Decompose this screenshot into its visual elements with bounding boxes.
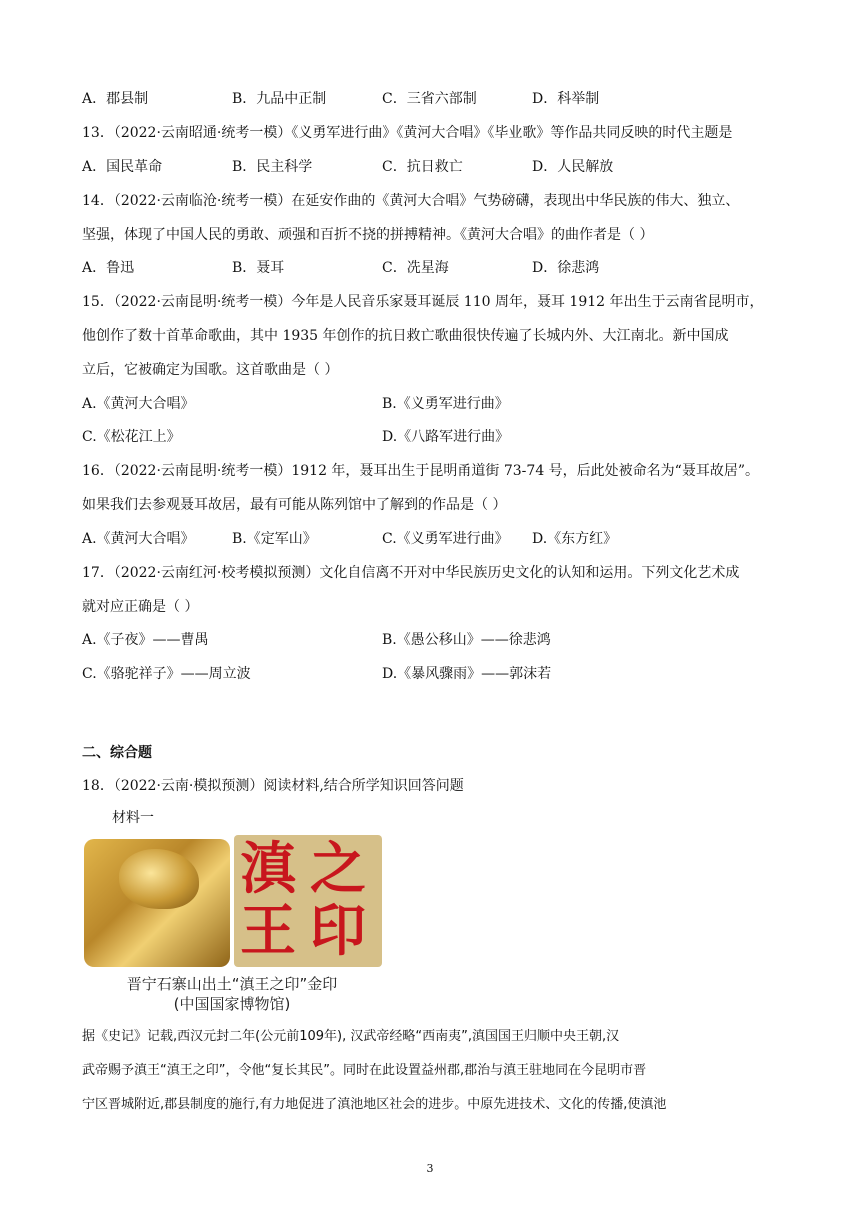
page-number: 3 (426, 1162, 434, 1175)
q15-stem-line2: 他创作了数十首革命歌曲，其中 1935 年创作的抗日救亡歌曲很快传遍了长城内外、大江南北。新中国成 (82, 328, 729, 344)
seal-imprint-photo (234, 835, 382, 967)
q16-option-d[interactable]: D.《东方红》 (532, 531, 618, 547)
seal-knob (119, 849, 199, 909)
material-paragraph-line1: 据《史记》记载,西汉元封二年(公元前109年), 汉武帝经略“西南夷”,滇国国王归顺中央王朝,汉 (82, 1029, 620, 1044)
material-paragraph-line2: 武帝赐予滇王“滇王之印”，令他“复长其民”。同时在此设置益州郡,郡治与滇王驻地同在今昆明市晋 (82, 1063, 647, 1078)
q16-option-a[interactable]: A.《黄河大合唱》 (82, 531, 195, 547)
q13-option-a[interactable]: A．国民革命 (82, 159, 163, 175)
q14-option-a[interactable]: A．鲁迅 (82, 260, 135, 276)
seal-char: 印 (310, 898, 366, 964)
material-label: 材料一 (112, 810, 154, 826)
q14-stem-line2: 坚强，体现了中国人民的勇敢、顽强和百折不挠的拼搏精神。《黄河大合唱》的曲作者是（ ） (82, 227, 654, 243)
q17-option-c[interactable]: C.《骆驼祥子》——周立波 (82, 666, 251, 682)
q15-option-c[interactable]: C.《松花江上》 (82, 429, 181, 445)
q14-option-d[interactable]: D．徐悲鸿 (532, 260, 600, 276)
q12-option-b[interactable]: B．九品中正制 (232, 91, 327, 107)
q15-stem-line3: 立后，它被确定为国歌。这首歌曲是（ ） (82, 362, 339, 378)
q17-stem-line2: 就对应正确是（ ） (82, 599, 199, 615)
q17-stem-line1: 17．（2022·云南红河·校考模拟预测）文化自信离不开对中华民族历史文化的认知和运用。下列文化艺术成 (82, 565, 740, 581)
q17-option-b[interactable]: B.《愚公移山》——徐悲鸿 (382, 632, 551, 648)
seal-char: 滇 (240, 836, 296, 902)
q17-option-a[interactable]: A.《子夜》——曹禺 (82, 632, 209, 648)
figure-caption-line2: (中国国家博物馆) (173, 995, 291, 1013)
q12-option-c[interactable]: C．三省六部制 (382, 91, 477, 107)
seal-char: 王 (240, 898, 296, 964)
q17-option-d[interactable]: D.《暴风骤雨》——郭沫若 (382, 666, 552, 682)
q16-stem-line2: 如果我们去参观聂耳故居，最有可能从陈列馆中了解到的作品是（ ） (82, 497, 507, 513)
q13-stem: 13．（2022·云南昭通·统考一模）《义勇军进行曲》《黄河大合唱》《毕业歌》等作品共同反映的时代主题是 (82, 125, 733, 141)
q13-option-b[interactable]: B．民主科学 (232, 159, 313, 175)
q18-stem: 18．（2022·云南·模拟预测）阅读材料,结合所学知识回答问题 (82, 778, 464, 794)
q15-stem-line1: 15．（2022·云南昆明·统考一模）今年是人民音乐家聂耳诞辰 110 周年，聂耳 1912 年出生于云南省昆明市， (82, 294, 764, 310)
q15-option-a[interactable]: A.《黄河大合唱》 (82, 396, 195, 412)
gold-seal-photo (84, 839, 230, 967)
section-title: 二、综合题 (82, 745, 152, 761)
q14-option-b[interactable]: B．聂耳 (232, 260, 285, 276)
q16-option-b[interactable]: B.《定军山》 (232, 531, 317, 547)
q15-option-b[interactable]: B.《义勇军进行曲》 (382, 396, 509, 412)
q12-option-d[interactable]: D．科举制 (532, 91, 600, 107)
q13-option-d[interactable]: D．人民解放 (532, 159, 614, 175)
q14-stem-line1: 14．（2022·云南临沧·统考一模）在延安作曲的《黄河大合唱》气势磅礴，表现出中华民族的伟大、独立、 (82, 193, 740, 209)
q16-option-c[interactable]: C.《义勇军进行曲》 (382, 531, 509, 547)
q15-option-d[interactable]: D.《八路军进行曲》 (382, 429, 510, 445)
seal-char: 之 (310, 836, 366, 902)
q12-option-a[interactable]: A．郡县制 (82, 91, 149, 107)
material-paragraph-line3: 宁区晋城附近,郡县制度的施行,有力地促进了滇池地区社会的进步。中原先进技术、文化的传播,使滇池 (82, 1097, 667, 1112)
q16-stem-line1: 16．（2022·云南昆明·统考一模）1912 年，聂耳出生于昆明甬道街 73-74 号，后此处被命名为“聂耳故居”。 (82, 463, 759, 479)
q13-option-c[interactable]: C．抗日救亡 (382, 159, 463, 175)
seal-figure (82, 835, 382, 1015)
figure-caption-line1: 晋宁石寨山出土“滇王之印”金印 (126, 975, 338, 993)
q14-option-c[interactable]: C．冼星海 (382, 260, 449, 276)
